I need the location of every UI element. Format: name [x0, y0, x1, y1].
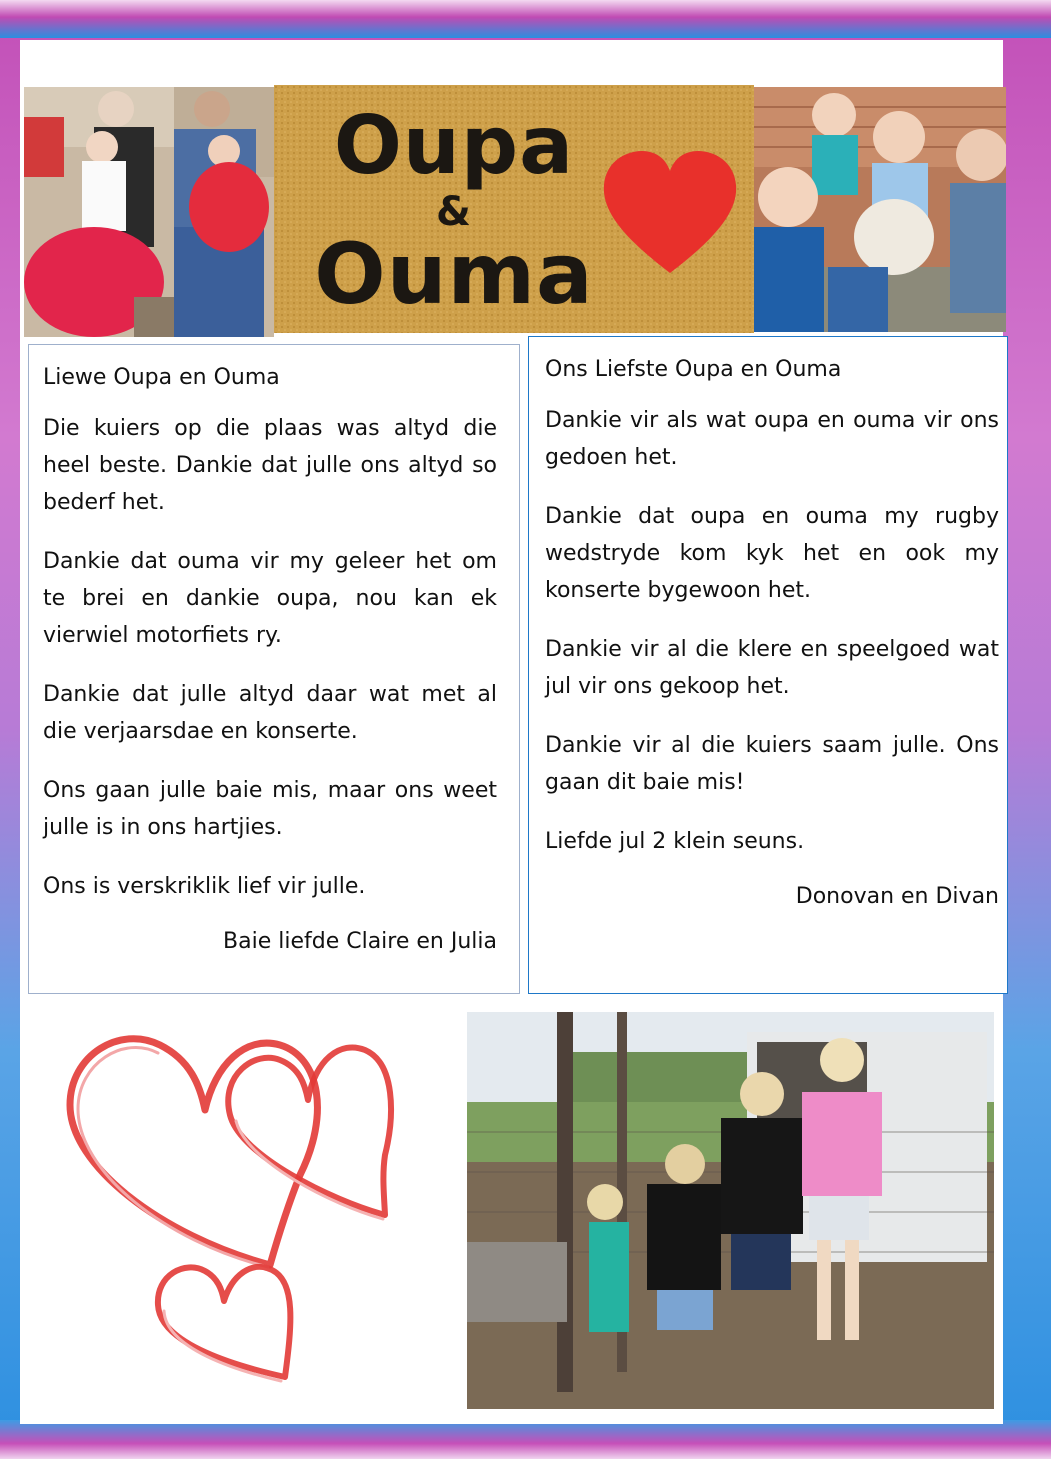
- letter-left-paragraph: Die kuiers op die plaas was altyd die heel beste. Dankie dat julle ons altyd so bederf het.: [43, 416, 497, 515]
- letter-claire-julia: [28, 344, 520, 994]
- letter-right-signature: Donovan en Divan: [795, 884, 999, 909]
- letter-right-paragraph: Dankie dat oupa en ouma my rugby wedstryde kom kyk het en ook my konserte bygewoon het.: [545, 504, 999, 603]
- letter-left-paragraph: Ons is verskriklik lief vir julle.: [43, 874, 366, 899]
- letter-donovan-divan: [528, 336, 1008, 994]
- banner-ampersand: &: [436, 189, 472, 235]
- photo-grandparents-with-girls: [24, 87, 274, 337]
- oupa-ouma-doormat-banner: [274, 85, 754, 333]
- letter-right-paragraph: Dankie vir al die klere en speelgoed wat jul vir ons gekoop het.: [545, 637, 999, 699]
- heart-icon: [600, 149, 740, 277]
- letter-left-signature: Baie liefde Claire en Julia: [223, 929, 497, 954]
- letter-right-paragraph: Dankie vir al die kuiers saam julle. Ons gaan dit baie mis!: [545, 733, 999, 795]
- photo-kids-at-fence: [467, 1012, 994, 1409]
- letter-right-greeting: Ons Liefste Oupa en Ouma: [545, 357, 842, 382]
- letter-left-paragraph: Ons gaan julle baie mis, maar ons weet julle is in ons hartjies.: [43, 778, 497, 840]
- letter-left-paragraph: Dankie dat ouma vir my geleer het om te brei en dankie oupa, nou kan ek vierwiel motorfiets ry.: [43, 549, 497, 648]
- letter-left-paragraph: Dankie dat julle altyd daar wat met al die verjaarsdae en konserte.: [43, 682, 497, 744]
- letter-right-paragraph: Dankie vir als wat oupa en ouma vir ons gedoen het.: [545, 408, 999, 470]
- sketched-hearts-icon: [40, 1005, 420, 1405]
- banner-word-oupa: Oupa: [333, 99, 575, 192]
- letter-left-greeting: Liewe Oupa en Ouma: [43, 365, 280, 390]
- letter-right-paragraph: Liefde jul 2 klein seuns.: [545, 829, 805, 854]
- banner-word-ouma: Ouma: [314, 225, 594, 323]
- top-gradient-band: [0, 0, 1051, 38]
- bottom-gradient-band: [0, 1420, 1051, 1459]
- photo-children-with-lamb: [754, 87, 1006, 332]
